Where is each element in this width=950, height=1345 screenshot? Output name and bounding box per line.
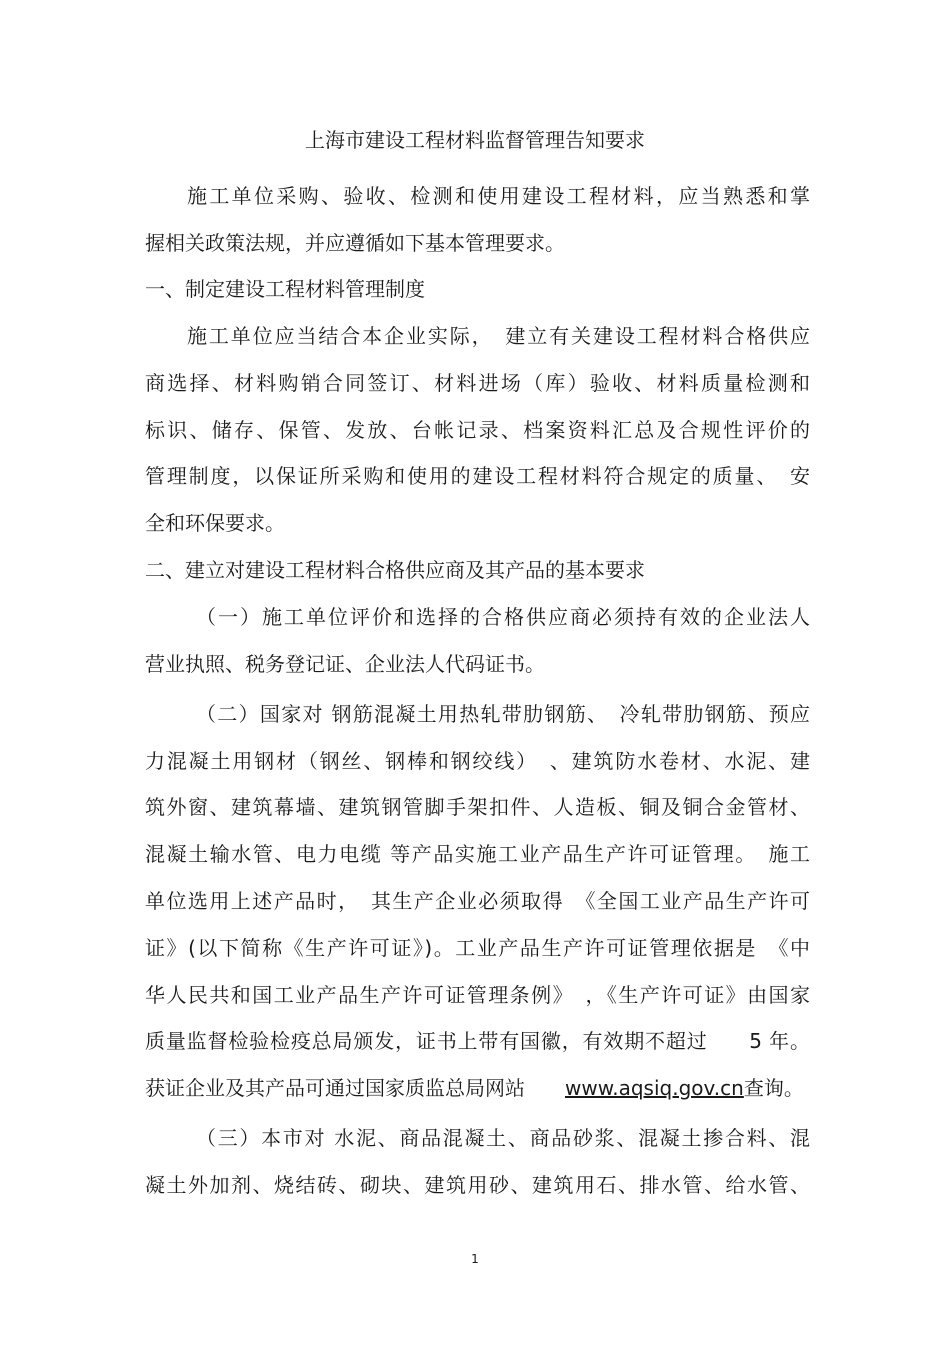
paragraph-line: 质量监督检验检疫总局颁发，证书上带有国徽，有效期不超过 5 年。 xyxy=(145,1029,810,1053)
page-number: 1 xyxy=(471,1252,479,1266)
paragraph-line: 华人民共和国工业产品生产许可证管理条例》 ，《生产许可证》由国家 xyxy=(145,983,810,1007)
paragraph-line: （三）本市对 水泥、商品混凝土、商品砂浆、混凝土掺合料、混 xyxy=(196,1126,810,1150)
paragraph-line: 营业执照、税务登记证、企业法人代码证书。 xyxy=(145,652,545,676)
paragraph-line: 混凝土输水管、电力电缆 等产品实施工业产品生产许可证管理。 施工 xyxy=(145,842,810,866)
paragraph-line: 商选择、材料购销合同签订、材料进场（库）验收、材料质量检测和 xyxy=(145,371,810,395)
paragraph-line: （一）施工单位评价和选择的合格供应商必须持有效的企业法人 xyxy=(196,605,810,629)
paragraph-line: 握相关政策法规，并应遵循如下基本管理要求。 xyxy=(145,231,565,255)
link-line-before: 获证企业及其产品可通过国家质监总局网站 xyxy=(145,1076,565,1100)
paragraph-line: 施工单位应当结合本企业实际， 建立有关建设工程材料合格供应 xyxy=(187,324,810,348)
paragraph-line: 标识、储存、保管、发放、台帐记录、档案资料汇总及合规性评价的 xyxy=(145,418,810,442)
document-title: 上海市建设工程材料监督管理告知要求 xyxy=(305,128,645,152)
section-heading: 一、制定建设工程材料管理制度 xyxy=(145,277,425,301)
paragraph-line: 力混凝土用钢材（钢丝、钢棒和钢绞线） 、建筑防水卷材、水泥、建 xyxy=(145,749,810,773)
paragraph-line: 凝土外加剂、烧结砖、砌块、建筑用砂、建筑用石、排水管、给水管、 xyxy=(145,1173,810,1197)
paragraph-line-with-link xyxy=(145,1072,810,1104)
paragraph-line: 施工单位采购、验收、检测和使用建设工程材料，应当熟悉和掌 xyxy=(187,184,810,208)
section-heading: 二、建立对建设工程材料合格供应商及其产品的基本要求 xyxy=(145,558,645,582)
paragraph-line: 筑外窗、建筑幕墙、建筑钢管脚手架扣件、人造板、铜及铜合金管材、 xyxy=(145,795,810,819)
paragraph-line: 管理制度，以保证所采购和使用的建设工程材料符合规定的质量、 安 xyxy=(145,464,810,488)
paragraph-line: 单位选用上述产品时， 其生产企业必须取得 《全国工业产品生产许可 xyxy=(145,889,810,913)
paragraph-line: （二）国家对 钢筋混凝土用热轧带肋钢筋、 冷轧带肋钢筋、预应 xyxy=(196,702,810,726)
link-line-after: 查询。 xyxy=(743,1076,804,1100)
aqsiq-website-link[interactable]: www.aqsiq.gov.cn xyxy=(565,1076,744,1100)
paragraph-line: 全和环保要求。 xyxy=(145,511,285,535)
paragraph-line: 证》(以下简称《生产许可证》)。工业产品生产许可证管理依据是 《中 xyxy=(145,936,810,960)
